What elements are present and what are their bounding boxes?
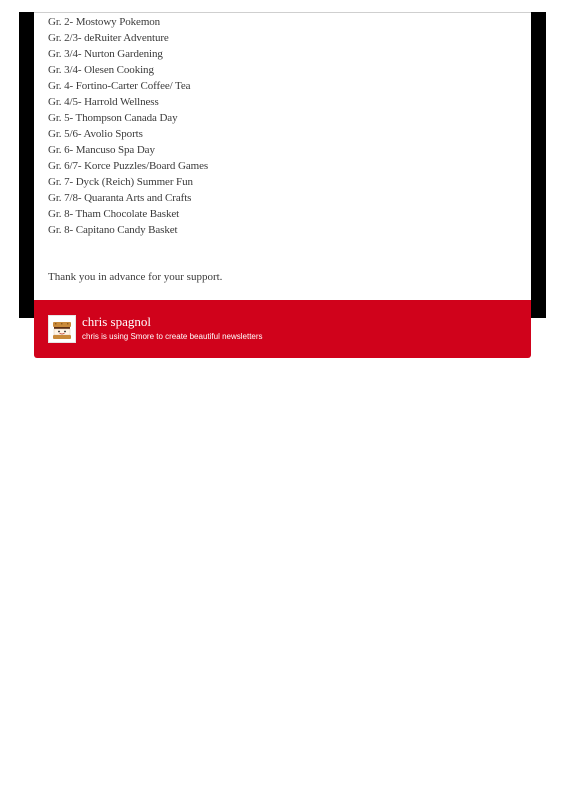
list-item: Gr. 8- Capitano Candy Basket	[48, 224, 178, 236]
list-item: Gr. 2- Mostowy Pokemon	[48, 16, 161, 28]
list-item: Gr. 7- Dyck (Reich) Summer Fun	[48, 176, 193, 188]
newsletter-card	[34, 12, 531, 358]
author-footer[interactable]	[34, 300, 531, 358]
list-item: Gr. 4- Fortino-Carter Coffee/ Tea	[48, 80, 191, 92]
list-item: Gr. 5/6- Avolio Sports	[48, 128, 143, 140]
divider	[34, 12, 531, 13]
list-item: Gr. 3/4- Nurton Gardening	[48, 48, 163, 60]
list-item: Gr. 6- Mancuso Spa Day	[48, 144, 155, 156]
list-item: Gr. 8- Tham Chocolate Basket	[48, 208, 180, 220]
list-item: Gr. 3/4- Olesen Cooking	[48, 64, 154, 76]
list-item: Gr. 4/5- Harrold Wellness	[48, 96, 159, 108]
list-item: Gr. 6/7- Korce Puzzles/Board Games	[48, 160, 209, 172]
closing-message: Thank you in advance for your support.	[48, 271, 223, 283]
smore-tagline-link[interactable]: chris is using Smore to create beautiful newsletters	[82, 332, 263, 341]
smore-avatar-icon[interactable]	[48, 315, 76, 343]
raffle-basket-list	[48, 14, 208, 238]
list-item: Gr. 7/8- Quaranta Arts and Crafts	[48, 192, 192, 204]
author-name[interactable]: chris spagnol	[82, 314, 151, 329]
list-item: Gr. 2/3- deRuiter Adventure	[48, 32, 169, 44]
list-item: Gr. 5- Thompson Canada Day	[48, 112, 178, 124]
